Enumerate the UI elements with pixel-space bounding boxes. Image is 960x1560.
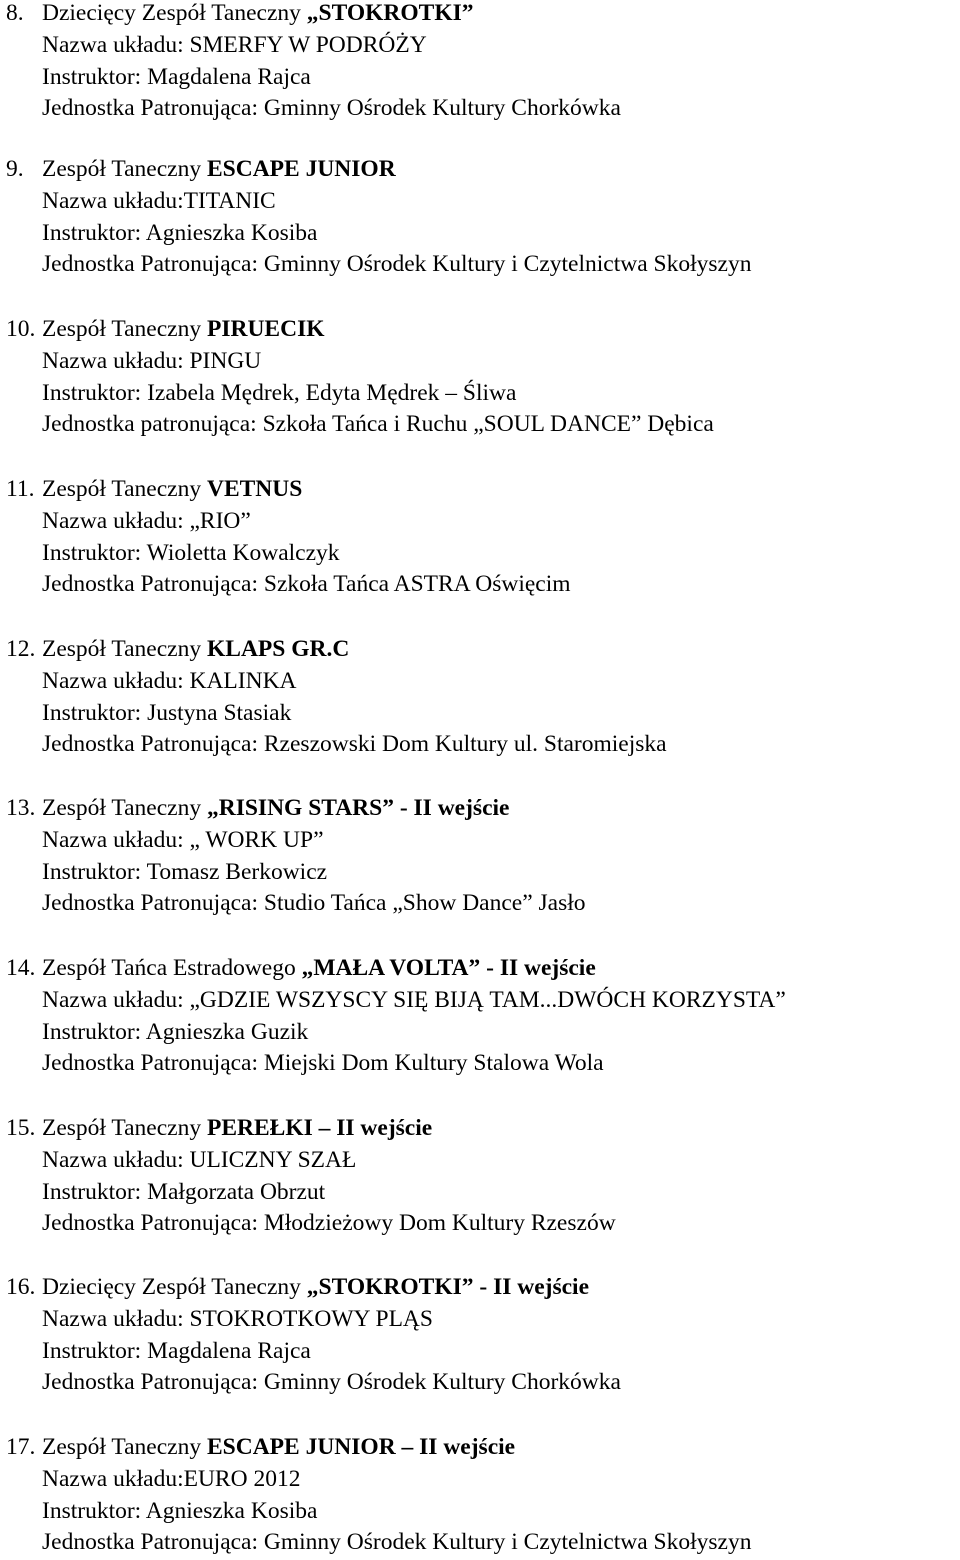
- entry-number: 15.: [6, 1115, 36, 1141]
- entry-title: Zespół Taneczny ESCAPE JUNIOR: [42, 156, 396, 182]
- entry-number: 14.: [6, 955, 36, 981]
- entry-number: 8.: [6, 0, 24, 26]
- entry-title: Zespół Tańca Estradowego „MAŁA VOLTA” - II wejście: [42, 955, 596, 981]
- entry-title: Zespół Taneczny PEREŁKI – II wejście: [42, 1115, 433, 1141]
- routine-name: Nazwa układu: „RIO”: [42, 507, 251, 534]
- entry-number: 13.: [6, 795, 36, 821]
- group-name: ESCAPE JUNIOR – II wejście: [206, 1434, 516, 1460]
- entry-title: Zespół Taneczny ESCAPE JUNIOR – II wejście: [42, 1434, 516, 1460]
- group-name: „MAŁA VOLTA” - II wejście: [301, 955, 596, 981]
- patron-unit: Jednostka Patronująca: Miejski Dom Kultury Stalowa Wola: [42, 1050, 604, 1077]
- group-name: „STOKROTKI”: [306, 0, 474, 26]
- group-name: ESCAPE JUNIOR: [206, 156, 396, 182]
- entry-title: Zespół Taneczny „RISING STARS” - II wejście: [42, 795, 510, 821]
- entry-number: 11.: [6, 476, 35, 502]
- entry-number: 10.: [6, 316, 36, 342]
- patron-unit: Jednostka patronująca: Szkoła Tańca i Ruchu „SOUL DANCE” Dębica: [42, 411, 714, 438]
- patron-unit: Jednostka Patronująca: Szkoła Tańca ASTRA Oświęcim: [42, 571, 571, 598]
- entry-title: Zespół Taneczny VETNUS: [42, 476, 303, 502]
- routine-name: Nazwa układu: PINGU: [42, 347, 262, 374]
- entry-title: Dziecięcy Zespół Taneczny „STOKROTKI”: [42, 0, 474, 26]
- entry-number: 17.: [6, 1434, 36, 1460]
- instructor: Instruktor: Magdalena Rajca: [42, 63, 311, 90]
- patron-unit: Jednostka Patronująca: Gminny Ośrodek Kultury Chorkówka: [42, 1369, 621, 1396]
- routine-name: Nazwa układu: „ WORK UP”: [42, 826, 324, 853]
- entry-number: 12.: [6, 636, 36, 662]
- patron-unit: Jednostka Patronująca: Rzeszowski Dom Kultury ul. Staromiejska: [42, 731, 667, 758]
- routine-name: Nazwa układu: STOKROTKOWY PLĄS: [42, 1305, 433, 1332]
- patron-unit: Jednostka Patronująca: Studio Tańca „Show Dance” Jasło: [42, 890, 586, 917]
- instructor: Instruktor: Magdalena Rajca: [42, 1337, 311, 1364]
- instructor: Instruktor: Agnieszka Kosiba: [42, 1497, 318, 1524]
- routine-name: Nazwa układu:TITANIC: [42, 187, 276, 214]
- routine-name: Nazwa układu: ULICZNY SZAŁ: [42, 1146, 357, 1173]
- entry-title: Zespół Taneczny PIRUECIK: [42, 316, 325, 342]
- group-name: VETNUS: [206, 476, 303, 502]
- group-name: „STOKROTKI” - II wejście: [306, 1274, 590, 1300]
- patron-unit: Jednostka Patronująca: Gminny Ośrodek Kultury i Czytelnictwa Skołyszyn: [42, 1529, 752, 1556]
- instructor: Instruktor: Małgorzata Obrzut: [42, 1178, 326, 1205]
- entry-title: Dziecięcy Zespół Taneczny „STOKROTKI” - II wejście: [42, 1274, 590, 1300]
- patron-unit: Jednostka Patronująca: Gminny Ośrodek Kultury Chorkówka: [42, 95, 621, 122]
- group-name: PEREŁKI – II wejście: [206, 1115, 433, 1141]
- group-name: „RISING STARS” - II wejście: [206, 795, 510, 821]
- routine-name: Nazwa układu: „GDZIE WSZYSCY SIĘ BIJĄ TAM...DWÓCH KORZYSTA”: [42, 986, 786, 1013]
- patron-unit: Jednostka Patronująca: Młodzieżowy Dom Kultury Rzeszów: [42, 1210, 616, 1237]
- group-name: PIRUECIK: [206, 316, 325, 342]
- patron-unit: Jednostka Patronująca: Gminny Ośrodek Kultury i Czytelnictwa Skołyszyn: [42, 251, 752, 278]
- instructor: Instruktor: Izabela Mędrek, Edyta Mędrek – Śliwa: [42, 379, 517, 406]
- routine-name: Nazwa układu:EURO 2012: [42, 1465, 301, 1492]
- entry-number: 9.: [6, 156, 24, 182]
- instructor: Instruktor: Agnieszka Guzik: [42, 1018, 309, 1045]
- instructor: Instruktor: Wioletta Kowalczyk: [42, 539, 340, 566]
- instructor: Instruktor: Agnieszka Kosiba: [42, 219, 318, 246]
- routine-name: Nazwa układu: KALINKA: [42, 667, 297, 694]
- routine-name: Nazwa układu: SMERFY W PODRÓŻY: [42, 31, 427, 58]
- instructor: Instruktor: Tomasz Berkowicz: [42, 858, 328, 885]
- instructor: Instruktor: Justyna Stasiak: [42, 699, 292, 726]
- entry-title: Zespół Taneczny KLAPS GR.C: [42, 636, 350, 662]
- group-name: KLAPS GR.C: [206, 636, 350, 662]
- entry-number: 16.: [6, 1274, 36, 1300]
